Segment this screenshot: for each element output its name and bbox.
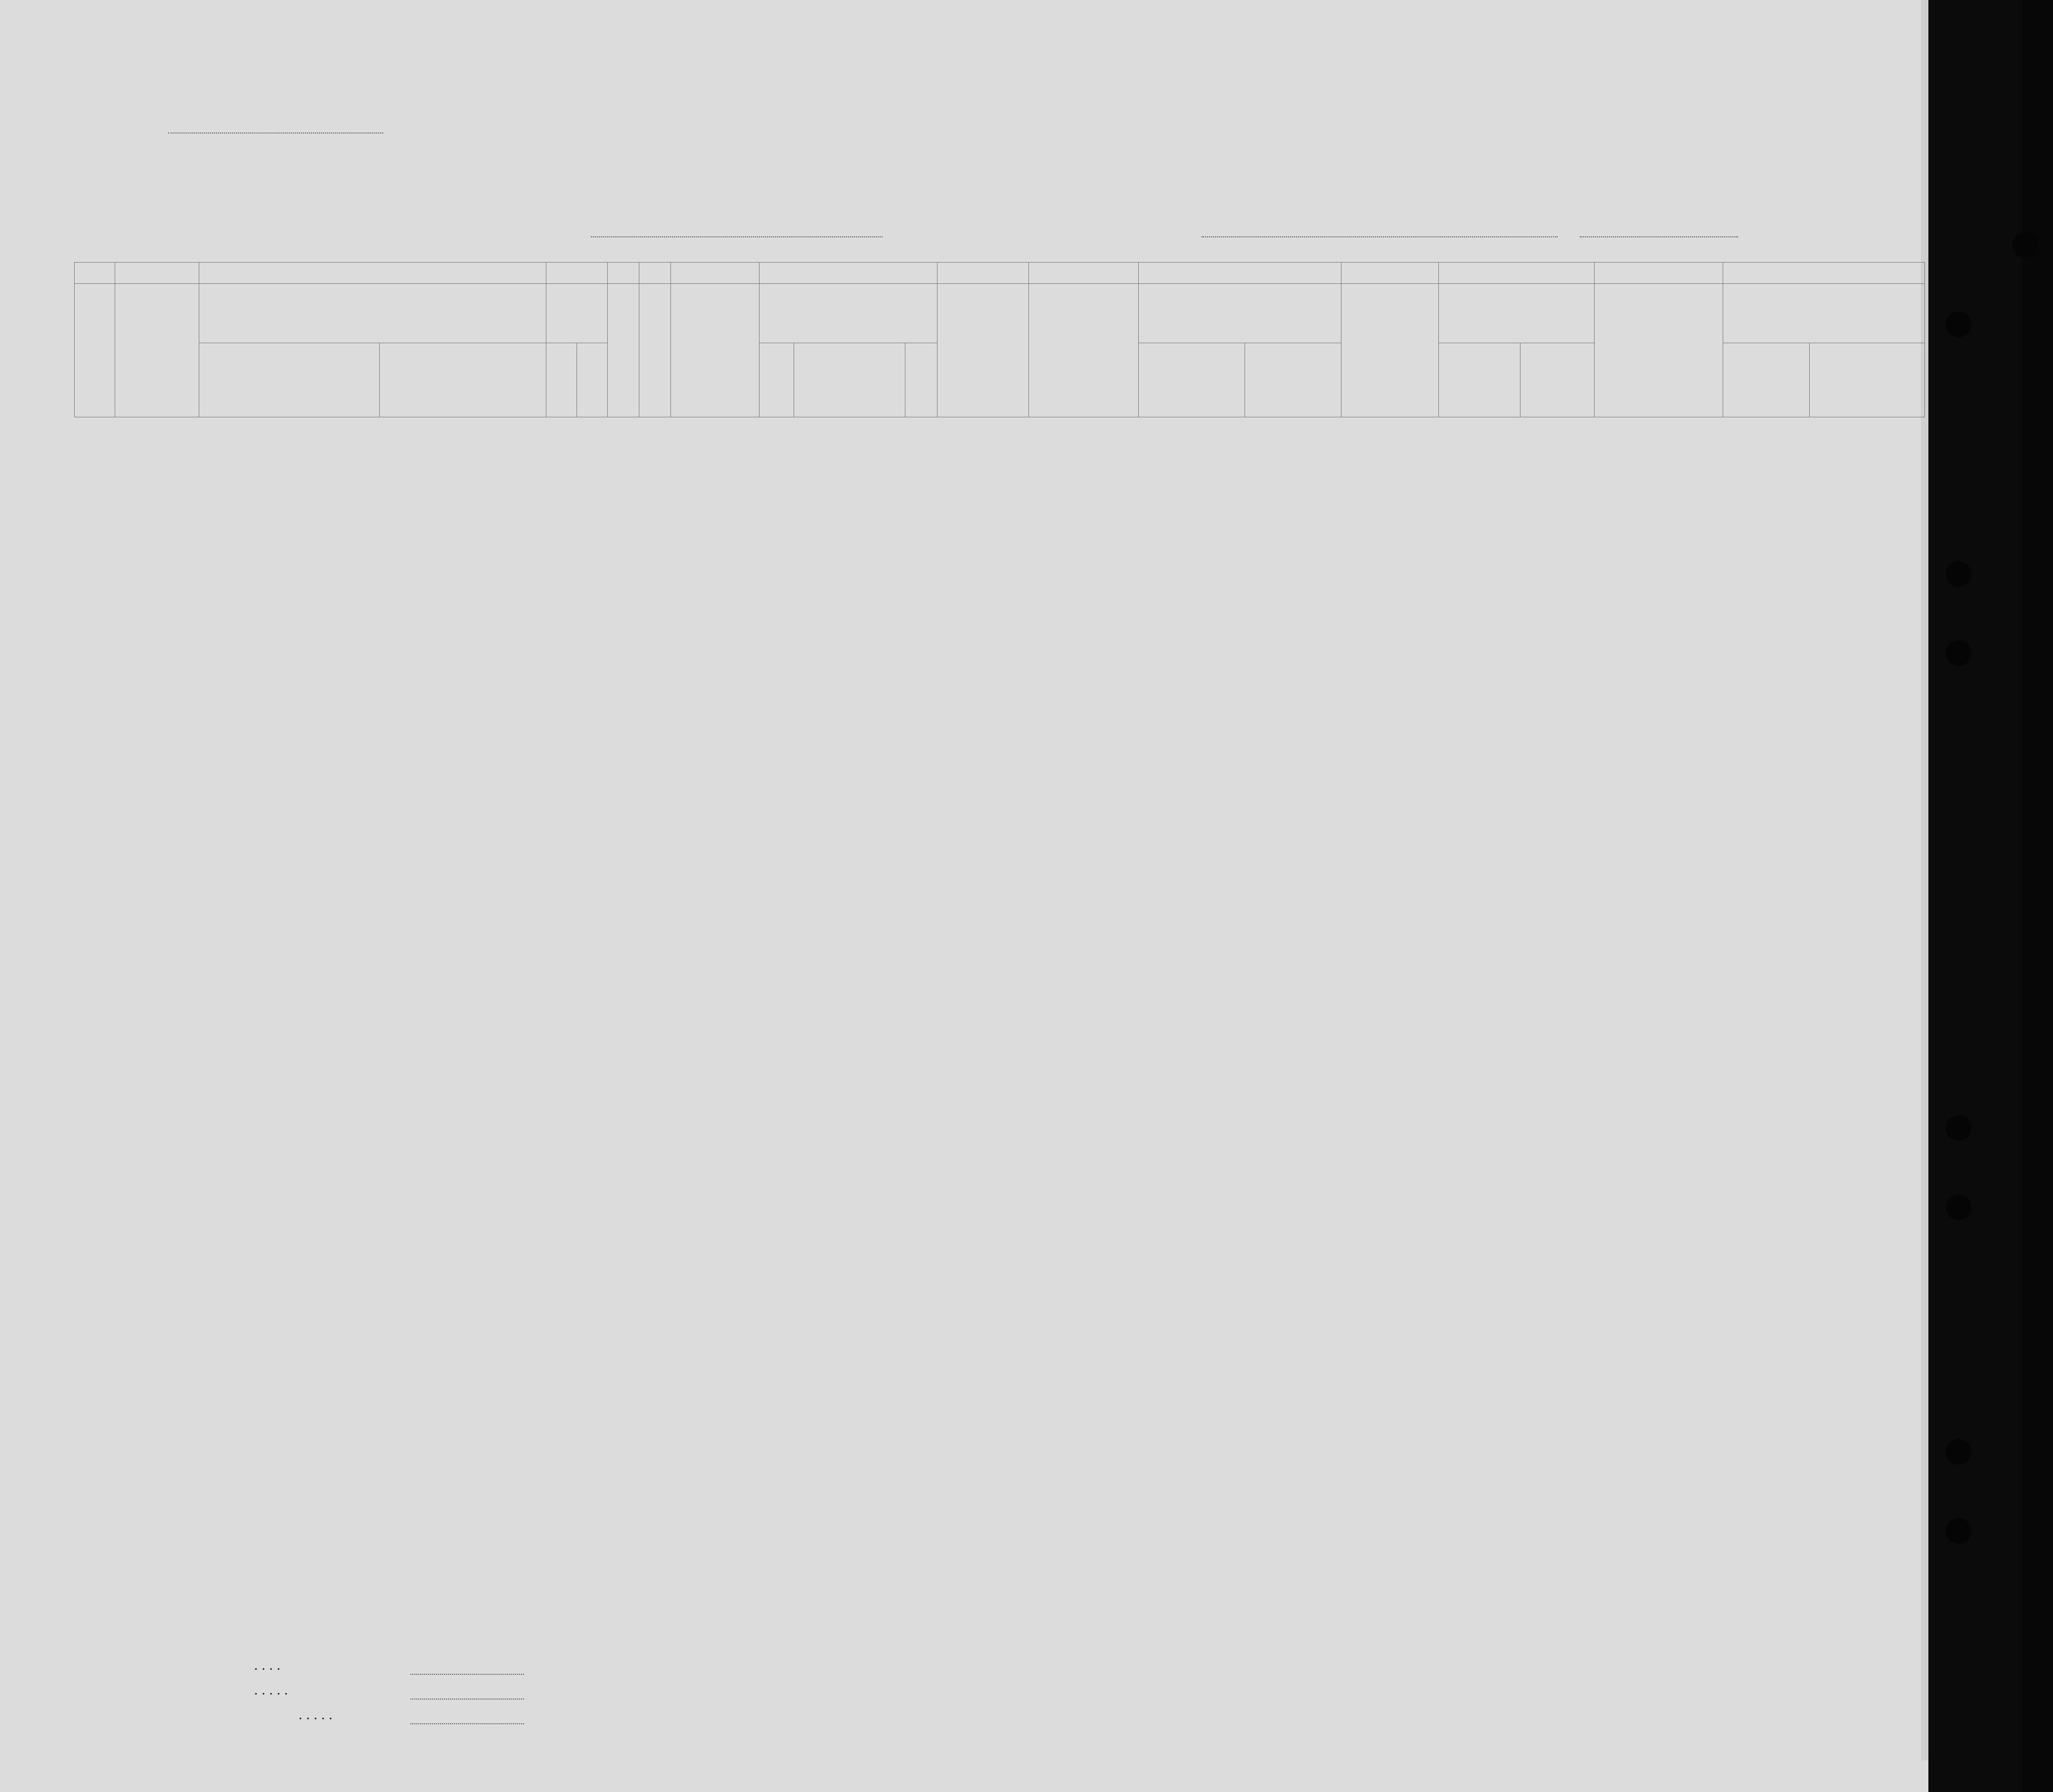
col-number <box>199 263 546 284</box>
punch-hole <box>1946 312 1971 337</box>
ship-underline <box>591 236 883 237</box>
header-mos <box>577 343 608 417</box>
col-number <box>1595 263 1723 284</box>
header-age <box>546 284 608 343</box>
header-yrs <box>546 343 577 417</box>
header-name-in-full <box>199 284 546 343</box>
header-visa <box>1341 284 1439 417</box>
col-number <box>75 263 115 284</box>
aliens-line <box>410 1723 524 1724</box>
header-last-residence <box>1723 284 1925 343</box>
header-family-name <box>199 343 380 417</box>
header-read <box>759 343 794 417</box>
header-married <box>639 284 671 417</box>
col-number <box>1029 263 1139 284</box>
header-place-of-birth <box>1139 284 1341 343</box>
column-number-row <box>75 263 1925 284</box>
header-res-city <box>1810 343 1925 417</box>
header-issued-place <box>1439 343 1520 417</box>
total-passengers-line <box>410 1674 524 1675</box>
header-no-on-list <box>75 284 115 417</box>
punch-hole <box>1946 1518 1971 1544</box>
header-race <box>1029 284 1139 417</box>
date-underline <box>1580 236 1738 237</box>
col-number <box>115 263 199 284</box>
col-number <box>759 263 937 284</box>
header-birth-country <box>1139 343 1245 417</box>
scan-edge <box>2022 0 2053 1792</box>
manifest-table <box>74 262 1925 417</box>
header-calling <box>671 284 759 417</box>
col-number <box>1341 263 1439 284</box>
header-able-to <box>759 284 937 343</box>
total-passengers-label: .... <box>255 1660 285 1672</box>
header-read-language <box>794 343 905 417</box>
port-underline <box>1202 236 1558 237</box>
punch-hole <box>1946 1194 1971 1220</box>
list-underline <box>168 133 383 134</box>
col-number <box>1139 263 1341 284</box>
col-number <box>639 263 671 284</box>
col-number <box>1723 263 1925 284</box>
punch-hole <box>1946 640 1971 666</box>
us-citizens-label: ..... <box>255 1685 293 1697</box>
header-write <box>905 343 937 417</box>
header-head-tax <box>115 284 199 417</box>
col-number <box>608 263 639 284</box>
col-number <box>671 263 759 284</box>
header-given-name <box>380 343 546 417</box>
punch-hole <box>1946 1439 1971 1465</box>
punch-hole <box>1946 1115 1971 1141</box>
us-citizens-line <box>410 1699 524 1700</box>
punch-hole <box>2012 232 2038 258</box>
header-birth-city <box>1245 343 1341 417</box>
header-issued-date <box>1520 343 1595 417</box>
header-res-country <box>1723 343 1810 417</box>
aliens-label: ..... <box>299 1710 337 1722</box>
col-number <box>546 263 608 284</box>
col-number <box>1439 263 1595 284</box>
header-row-top <box>75 284 1925 343</box>
header-issued <box>1439 284 1595 343</box>
col-number <box>937 263 1029 284</box>
header-nationality <box>937 284 1029 417</box>
header-verification <box>1595 284 1723 417</box>
punch-hole <box>1946 561 1971 587</box>
header-sex <box>608 284 639 417</box>
